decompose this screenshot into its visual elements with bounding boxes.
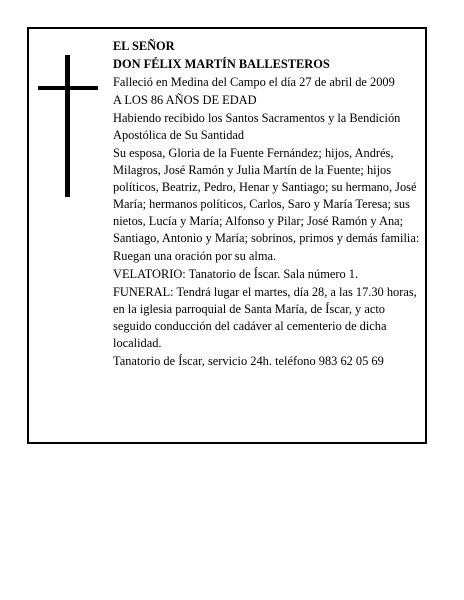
service-line: Tanatorio de Íscar, servicio 24h. teléfono 983 62 05 69: [113, 354, 384, 368]
funeral-paragraph: FUNERAL: Tendrá lugar el martes, día 28, a las 17.30 horas, en la iglesia parroquial de Santa María, de Íscar, y acto seguido conducción del cadáver al cementerio de dicha localidad.: [113, 285, 417, 350]
prayer-line: Ruegan una oración por su alma.: [113, 249, 277, 263]
cross-horizontal-bar: [38, 86, 98, 90]
family-paragraph: Su esposa, Gloria de la Fuente Fernández; hijos, Andrés, Milagros, José Ramón y Julia Martín de la Fuente; hijos políticos, Beatriz, Pedro, Henar y Santiago; su hermano, José María; hermanos políticos, Carlos, Saro y María Teresa; sus nietos, Lucía y María; Alfonso y Pilar; José Ramón y Ana; Santiago, Antonio y María; sobrinos, primos y demás familia:: [113, 146, 420, 245]
notice-heading: EL SEÑOR: [113, 39, 175, 53]
cross-vertical-bar: [65, 55, 70, 197]
wake-line: VELATORIO: Tanatorio de Íscar. Sala número 1.: [113, 267, 359, 281]
deceased-name: DON FÉLIX MARTÍN BALLESTEROS: [113, 57, 330, 71]
age-line: A LOS 86 AÑOS DE EDAD: [113, 93, 257, 107]
death-line: Falleció en Medina del Campo el día 27 de abril de 2009: [113, 75, 395, 89]
sacraments-line: Habiendo recibido los Santos Sacramentos y la Bendición Apostólica de Su Santidad: [113, 111, 401, 142]
obituary-text: [113, 38, 423, 371]
